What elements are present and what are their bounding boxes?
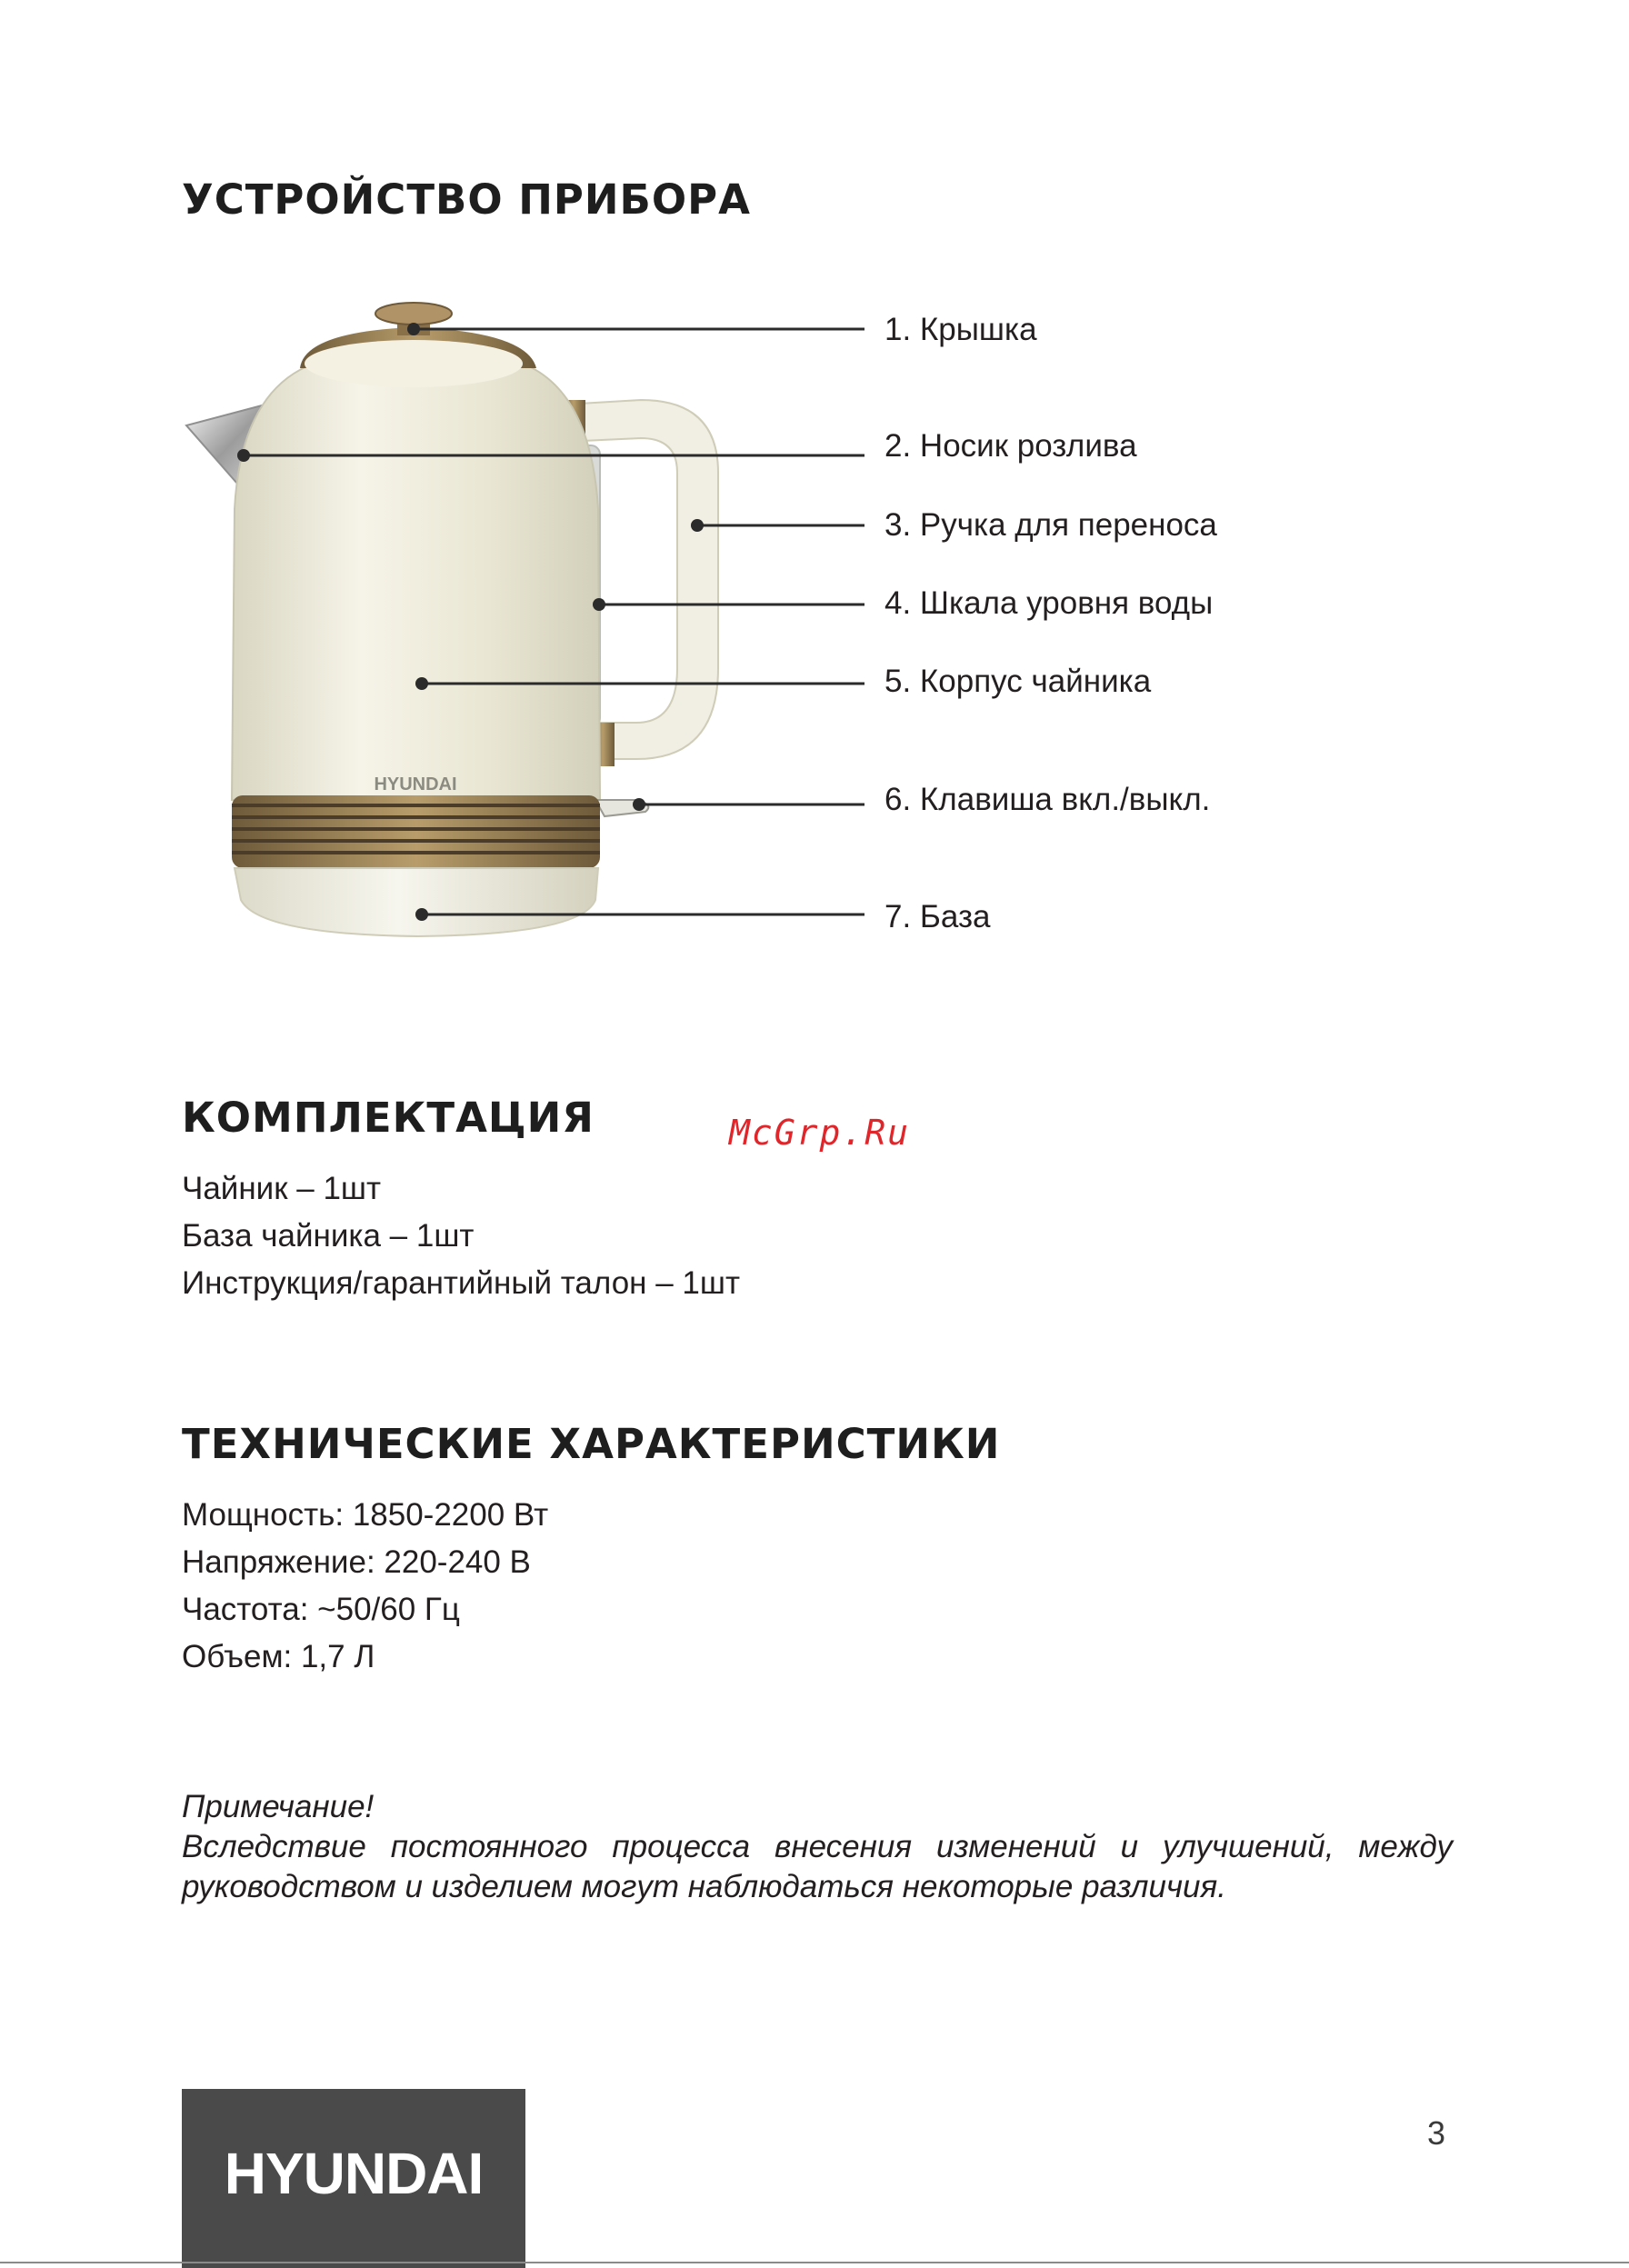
package-item: Инструкция/гарантийный талон – 1шт — [182, 1265, 740, 1301]
bottom-rule — [0, 2262, 1629, 2263]
lid-knob — [375, 303, 452, 325]
package-list — [182, 1165, 740, 1307]
callout-body: 5. Корпус чайника — [884, 664, 1152, 699]
callout-spout: 2. Носик розлива — [884, 428, 1137, 464]
callout-switch: 6. Клавиша вкл./выкл. — [884, 782, 1211, 817]
kettle-base — [235, 868, 598, 936]
specs-section-title: ТЕХНИЧЕСКИЕ ХАРАКТЕРИСТИКИ — [182, 1420, 1001, 1468]
kettle-brand-text: HYUNDAI — [374, 774, 457, 794]
spec-volume: Объем: 1,7 Л — [182, 1639, 375, 1674]
device-section-title: УСТРОЙСТВО ПРИБОРА — [182, 175, 751, 224]
lid-rim — [305, 340, 523, 387]
spec-voltage: Напряжение: 220-240 В — [182, 1544, 531, 1580]
spec-frequency: Частота: ~50/60 Гц — [182, 1592, 460, 1627]
note-body: Вследствие постоянного процесса внесения изменений и улучшений, между руководством и изделием могут наблюдаться некоторые различия. — [182, 1829, 1453, 1904]
hyundai-logo-text: HYUNDAI — [224, 2140, 484, 2206]
callout-base: 7. База — [884, 899, 991, 934]
kettle-body — [232, 364, 600, 800]
package-section-title: КОМПЛЕКТАЦИЯ — [182, 1094, 595, 1142]
watermark: McGrp.Ru — [729, 1113, 911, 1153]
hyundai-logo-block — [182, 2089, 525, 2268]
spec-power: Мощность: 1850-2200 Вт — [182, 1497, 549, 1533]
bronze-ring — [232, 795, 600, 868]
specs-list — [182, 1492, 548, 1681]
callout-water-scale: 4. Шкала уровня воды — [884, 585, 1214, 621]
package-item: База чайника – 1шт — [182, 1218, 475, 1254]
callout-lid: 1. Крышка — [884, 312, 1037, 347]
package-item: Чайник – 1шт — [182, 1171, 382, 1206]
page-number: 3 — [1427, 2114, 1446, 2152]
kettle-diagram — [0, 0, 1629, 1018]
note-heading: Примечание! — [182, 1789, 375, 1824]
callout-handle: 3. Ручка для переноса — [884, 507, 1217, 543]
